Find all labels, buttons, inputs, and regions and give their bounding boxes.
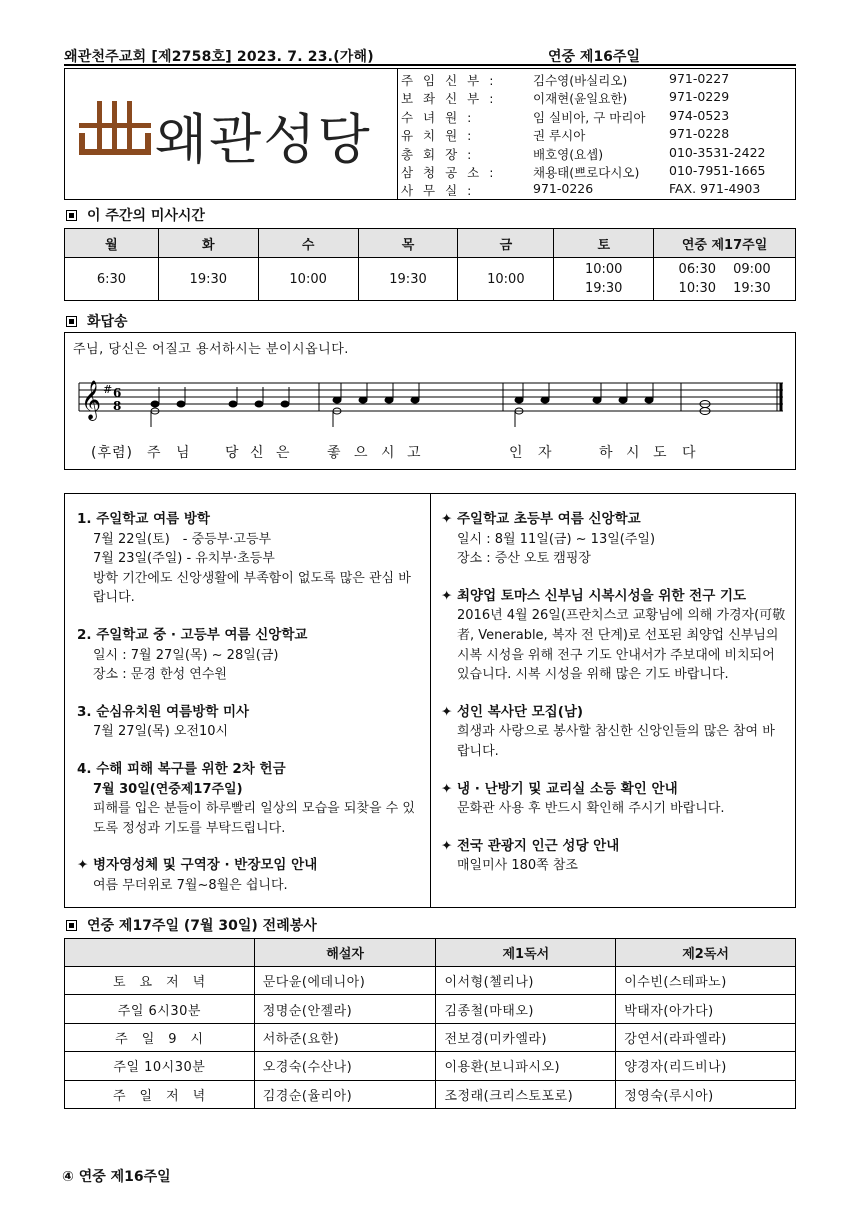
ministry-person: 서하준(요한) [254,1023,436,1051]
mass-times-table [64,228,796,301]
notices-left-column [65,494,431,907]
notice-item [441,837,787,876]
bulletin-header [64,44,796,66]
refrain-label: (후렴) [91,445,133,461]
mass-day-header: 토 [554,229,654,258]
section-bullet-icon [66,920,77,931]
ministry-column-header [65,939,255,967]
ministries-table [64,938,796,1109]
page-footer: ④ 연중 제16주일 [62,1169,171,1185]
svg-text:𝄞: 𝄞 [81,380,102,420]
mass-time-cell [654,258,796,301]
mass-time: 06:30 09:00 [678,262,771,277]
mass-time-cell [158,258,258,301]
staff-name: 971-0226 [533,181,594,197]
notice-title: 1. 주일학교 여름 방학 [77,511,210,527]
notice-title: ✦ 성인 복사단 모집(남) [441,703,584,720]
section-bullet-icon [66,316,77,327]
staff-name: 이재현(윤일요한) [533,91,628,107]
staff-name: 김수영(바실리오) [533,73,628,88]
staff-row [401,126,793,144]
ministry-column-header: 제1독서 [436,939,616,967]
mass-time-cell [65,258,159,301]
staff-name: 배호영(요셉) [533,146,604,162]
ministry-person: 김종철(마태오) [436,995,616,1023]
lyric-syllable: 좋 [327,445,342,461]
staff-name: 임 실비아, 구 마리아 [533,109,646,125]
ministry-person: 이수빈(스테파노) [616,967,796,995]
lyric-syllable: 님 [176,445,191,461]
lyric-syllable: 은 [276,445,291,461]
church-logo-icon [75,101,155,161]
notice-text: 피해를 입은 분들이 하루빨리 일상의 모습을 되찾을 수 있도록 정성과 기도를 부탁드립니다. [93,801,415,836]
notice-title: ✦ 냉 · 난방기 및 교리실 소등 확인 안내 [441,780,678,797]
lyric-syllable: 자 [538,445,553,461]
notices-box [64,493,796,908]
lyric-syllable: 신 [250,445,265,461]
staff-phone: 010-7951-1665 [669,162,766,178]
svg-text:#: # [103,383,113,396]
staff-row [401,145,793,163]
music-staff [65,363,797,443]
notice-title: ✦ 최양업 토마스 신부님 시복시성을 위한 전구 기도 [441,587,747,604]
staff-role: 총 회 장 : [401,146,475,162]
ministry-person: 양경자(리드비나) [616,1052,796,1080]
ministry-person: 이용환(보니파시오) [436,1052,616,1080]
ministry-person: 정영숙(루시아) [616,1080,796,1108]
notice-item [441,703,787,762]
lyric-syllable: 고 [407,445,422,461]
lyric-syllable: 다 [682,445,697,461]
ministry-person: 전보경(미카엘라) [436,1023,616,1051]
staff-phone: FAX. 971-4903 [669,181,761,197]
notice-title: 2. 주일학교 중 · 고등부 여름 신앙학교 [77,626,308,643]
mass-day-header: 금 [458,229,554,258]
mass-time: 10:00 [289,271,327,287]
ministry-person: 김경순(율리아) [254,1080,436,1108]
mass-time: 19:30 [189,271,228,287]
notice-text: 매일미사 180쪽 참조 [457,858,578,874]
ministry-person: 문다윤(에데니아) [254,967,436,995]
notice-title: ✦ 병자영성체 및 구역장 · 반장모임 안내 [77,857,318,874]
psalm-verse: 주님, 당신은 어질고 용서하시는 분이시옵니다. [73,342,349,357]
notice-title: ✦ 주일학교 초등부 여름 신앙학교 [441,511,641,527]
notice-text: 문화관 사용 후 반드시 확인해 주시기 바랍니다. [457,801,725,817]
lyric-syllable: 으 [354,445,369,461]
notice-text: 일시 : 7월 27일(목) ~ 28일(금) [93,647,279,663]
staff-phone: 971-0229 [669,89,730,105]
notice-text: 7월 27일(목) 오전10시 [93,724,229,740]
ministry-time: 주 일 9 시 [65,1023,255,1051]
notice-text: 방학 기간에도 신앙생활에 부족함이 없도록 많은 관심 바랍니다. [93,570,411,606]
mass-time: 19:30 [389,271,427,287]
staff-directory [401,71,793,200]
ministry-person: 정명순(안젤라) [254,995,436,1023]
staff-row [401,108,793,126]
notice-item [77,510,420,608]
ministry-time: 토 요 저 녁 [65,967,255,995]
staff-role: 주 임 신 부 : [401,73,497,88]
notice-text: 일시 : 8월 11일(금) ~ 13일(주일) [457,531,656,547]
mass-times-heading: 이 주간의 미사시간 [66,205,205,225]
mass-time: 19:30 [584,281,623,296]
mass-day-header: 목 [358,229,458,258]
notice-item [77,703,420,742]
svg-text:6: 6 [113,386,122,400]
staff-row [401,71,793,89]
staff-role: 사 무 실 : [401,183,475,199]
ministry-column-header: 해설자 [254,939,436,967]
ministry-row [65,1023,796,1051]
svg-text:8: 8 [113,399,122,413]
logo-text: 왜관성당 [155,108,372,171]
notice-text: 2016년 4월 26일(프란치스코 교황님에 의해 가경자(可敬者, Venerable, 복자 전 단계)로 선포된 최양업 신부님의 시복 시성을 위해 전구 기도 안내서가 주보대에 비치되어 있습니다. 시복 시성을 위해 많은 기도 바랍니다. [457,608,786,683]
mass-time-cell [258,258,358,301]
mass-day-header: 수 [258,229,358,258]
notice-title: ✦ 전국 관광지 인근 성당 안내 [441,837,620,854]
staff-name: 권 루시아 [533,128,586,144]
notice-item [77,856,420,895]
mass-day-header: 연중 제17주일 [654,229,796,258]
notice-subtitle: 7월 30일(연중제17주일) [93,781,243,797]
mass-time: 6:30 [96,271,127,287]
notice-item [441,587,787,685]
ministry-time: 주일 10시30분 [65,1052,255,1080]
lyric-syllable: 당 [225,445,240,461]
staff-row [401,181,793,199]
lyric-syllable: 시 [381,445,396,461]
notice-text: 희생과 사랑으로 봉사할 참신한 신앙인들의 많은 참여 바랍니다. [457,724,775,759]
ministry-time: 주 일 저 녁 [65,1080,255,1108]
notice-text: 7월 22일(토) - 중등부·고등부 [93,531,272,547]
mass-time: 10:00 [487,271,525,287]
ministry-column-header: 제2독서 [616,939,796,967]
lyric-syllable: 하 [599,445,614,461]
lyric-syllable: 도 [653,445,668,461]
notice-item [441,510,787,569]
staff-role: 유 치 원 : [401,128,475,144]
notice-text: 장소 : 증산 오토 캠핑장 [457,551,591,567]
mass-day-header: 월 [65,229,159,258]
notice-item [77,626,420,685]
ministry-row [65,995,796,1023]
section-bullet-icon [66,210,77,221]
ministry-row [65,967,796,995]
lyric-syllable: 주 [147,445,162,461]
ministry-person: 이서형(첼리나) [436,967,616,995]
parish-header [64,68,796,200]
staff-phone: 974-0523 [669,107,730,123]
psalm-box [64,332,796,470]
ministry-person: 오경숙(수산나) [254,1052,436,1080]
staff-row [401,163,793,181]
notice-text: 7월 23일(주일) - 유치부·초등부 [93,551,275,567]
notice-text: 여름 무더위로 7월~8월은 쉽니다. [93,877,288,893]
staff-role: 수 녀 원 : [401,109,475,125]
notice-title: 3. 순심유치원 여름방학 미사 [77,703,250,720]
ministry-row [65,1052,796,1080]
ministries-heading: 연중 제17주일 (7월 30일) 전례봉사 [66,915,317,935]
notice-title: 4. 수해 피해 복구를 위한 2차 헌금 [77,760,286,777]
mass-time-cell [554,258,654,301]
ministry-row [65,1080,796,1108]
bulletin-sunday: 연중 제16주일 [548,49,640,65]
ministry-person: 강연서(라파엘라) [616,1023,796,1051]
lyric-syllable: 인 [509,445,524,461]
staff-row [401,89,793,107]
staff-role: 보 좌 신 부 : [401,91,497,107]
staff-phone: 971-0228 [669,126,730,142]
mass-time-cell [458,258,554,301]
mass-time: 10:30 19:30 [678,281,771,296]
ministry-person: 박태자(아가다) [616,995,796,1023]
staff-name: 채용태(쁘로다시오) [533,164,640,180]
logo [65,69,398,199]
mass-day-header: 화 [158,229,258,258]
psalm-heading: 화답송 [66,311,128,331]
notice-item [441,780,787,819]
ministry-person: 조정래(크리스토포로) [436,1080,616,1108]
staff-role: 삼 청 공 소 : [401,164,497,180]
staff-phone: 010-3531-2422 [669,144,766,160]
notice-item [77,760,420,838]
notice-text: 장소 : 문경 한성 연수원 [93,667,227,683]
lyric-syllable: 시 [626,445,641,461]
bulletin-issue: 왜관천주교회 [제2758호] 2023. 7. 23.(가해) [64,49,374,65]
notices-right-column [431,494,797,907]
mass-time: 10:00 [584,262,623,277]
header-rule [64,64,796,66]
mass-time-cell [358,258,458,301]
ministry-time: 주일 6시30분 [65,995,255,1023]
staff-phone: 971-0227 [669,71,730,86]
